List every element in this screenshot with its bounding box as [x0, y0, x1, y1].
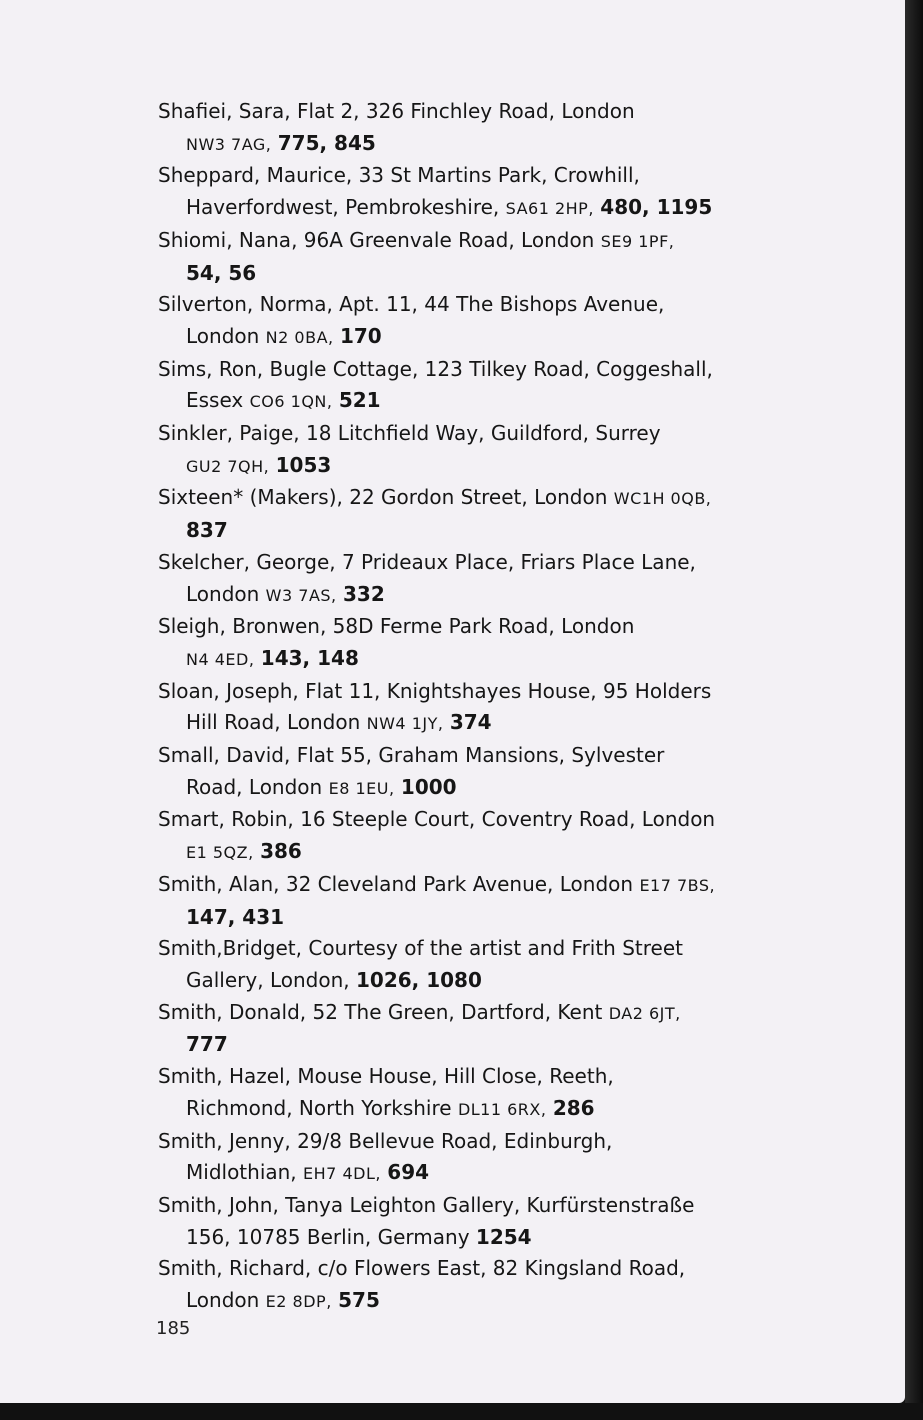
postcode: DA2 6JT, [608, 1003, 681, 1023]
entry-name: Smith, Hazel, Mouse House, Hill Close, Reeth, [158, 1064, 614, 1089]
entry-name: Smart, Robin, 16 Steeple Court, Coventry Road, London [158, 807, 716, 832]
index-entry [158, 869, 798, 933]
page-refs: 386 [260, 839, 302, 864]
postcode: CO6 1QN, [249, 392, 333, 412]
index-entry: Sims, Ron, Bugle Cottage, 123 Tilkey Road, Coggeshall, Essex CO6 1QN, 521 [158, 354, 798, 418]
entry-name: Smith, Alan, 32 Cleveland Park Avenue, London [158, 871, 640, 896]
index-entry: Silverton, Norma, Apt. 11, 44 The Bishops Avenue, London N2 0BA, 170 [158, 289, 798, 353]
page-refs: 170 [339, 323, 382, 348]
postcode: SE9 1PF, [600, 231, 675, 251]
page-number: 185 [156, 1318, 191, 1339]
postcode: EH7 4DL, [303, 1164, 381, 1184]
postcode: GU2 7QH, [186, 456, 270, 476]
entry-name: Smith, John, Tanya Leighton Gallery, Kurfürstenstraße [158, 1192, 695, 1217]
postcode: N2 0BA, [265, 327, 334, 347]
entry-name: Smith, Donald, 52 The Green, Dartford, Kent [158, 999, 609, 1024]
entry-name: Skelcher, George, 7 Prideaux Place, Friars Place Lane, [158, 549, 696, 574]
index-entry [158, 482, 798, 546]
page-refs: 286 [552, 1095, 595, 1120]
index-entry: Small, David, Flat 55, Graham Mansions, Sylvester Road, London E8 1EU, 1000 [158, 740, 798, 804]
entry-name: Sixteen* (Makers), 22 Gordon Street, London [158, 485, 614, 510]
entry-name: Sloan, Joseph, Flat 11, Knightshayes House, 95 Holders [158, 678, 712, 703]
page-refs: 575 [338, 1288, 380, 1313]
page-refs: 332 [342, 581, 385, 606]
page-refs: 837 [186, 518, 228, 543]
index-entry [158, 997, 798, 1061]
page-refs: 777 [186, 1032, 228, 1057]
entry-name: Sleigh, Bronwen, 58D Ferme Park Road, London [158, 614, 635, 639]
postcode: E8 1EU, [328, 778, 395, 798]
entry-name: Silverton, Norma, Apt. 11, 44 The Bishops Avenue, [158, 292, 665, 317]
page-refs: 480, 1195 [600, 195, 713, 220]
index-entry: Smith, John, Tanya Leighton Gallery, Kurfürstenstraße 156, 10785 Berlin, Germany 1254 [158, 1190, 798, 1253]
address-index [158, 96, 798, 1318]
postcode: NW4 1JY, [366, 714, 444, 734]
page-refs: 521 [338, 388, 381, 413]
index-entry: Smith, Richard, c/o Flowers East, 82 Kingsland Road, London E2 8DP, 575 [158, 1253, 798, 1317]
entry-name: Sheppard, Maurice, 33 St Martins Park, Crowhill, [158, 163, 640, 188]
entry-name: Small, David, Flat 55, Graham Mansions, Sylvester [158, 743, 665, 768]
index-entry [158, 96, 798, 160]
page-bottom-edge [0, 1403, 923, 1420]
postcode: W3 7AS, [265, 585, 337, 605]
postcode: N4 4ED, [186, 649, 255, 669]
index-entry: Smith, Hazel, Mouse House, Hill Close, Reeth, Richmond, North Yorkshire DL11 6RX, 286 [158, 1061, 798, 1125]
postcode: E1 5QZ, [186, 843, 254, 863]
page-refs: 1254 [475, 1224, 532, 1249]
index-entry [158, 611, 798, 675]
index-entry [158, 804, 798, 868]
postcode: E2 8DP, [265, 1292, 332, 1312]
page-refs: 54, 56 [186, 260, 257, 285]
page-refs: 143, 148 [260, 645, 359, 670]
postcode: NW3 7AG, [186, 134, 272, 154]
page-refs: 1000 [400, 774, 457, 799]
page-refs: 1026, 1080 [355, 967, 482, 992]
entry-name: Smith, Richard, c/o Flowers East, 82 Kingsland Road, [158, 1256, 686, 1281]
page-edge [905, 0, 923, 1420]
index-entry [158, 418, 798, 482]
page-refs: 147, 431 [186, 904, 285, 929]
postcode: E17 7BS, [639, 875, 716, 895]
page-refs: 694 [387, 1160, 430, 1185]
entry-name: Sims, Ron, Bugle Cottage, 123 Tilkey Road, Coggeshall, [158, 356, 713, 381]
index-entry [158, 225, 798, 289]
entry-name: Smith, Jenny, 29/8 Bellevue Road, Edinburgh, [158, 1128, 613, 1153]
index-entry: Smith,Bridget, Courtesy of the artist and Frith Street Gallery, London, 1026, 1080 [158, 933, 798, 996]
page-refs: 1053 [275, 452, 332, 477]
entry-name: Shafiei, Sara, Flat 2, 326 Finchley Road, London [158, 99, 635, 123]
page-refs: 775, 845 [277, 130, 376, 155]
postcode: WC1H 0QB, [613, 489, 712, 509]
postcode: SA61 2HP, [505, 199, 594, 219]
entry-name: Shiomi, Nana, 96A Greenvale Road, London [158, 227, 601, 252]
entry-name: Sinkler, Paige, 18 Litchfield Way, Guildford, Surrey [158, 421, 661, 446]
index-entry: Sloan, Joseph, Flat 11, Knightshayes House, 95 Holders Hill Road, London NW4 1JY, 374 [158, 676, 798, 740]
index-entry: Skelcher, George, 7 Prideaux Place, Friars Place Lane, London W3 7AS, 332 [158, 547, 798, 611]
postcode: DL11 6RX, [457, 1099, 547, 1119]
page-refs: 374 [449, 710, 492, 735]
index-entry: Smith, Jenny, 29/8 Bellevue Road, Edinburgh, Midlothian, EH7 4DL, 694 [158, 1126, 798, 1190]
entry-name: Smith,Bridget, Courtesy of the artist and Frith Street [158, 936, 683, 961]
index-entry: Sheppard, Maurice, 33 St Martins Park, Crowhill, Haverfordwest, Pembrokeshire, SA61 2HP, 480, 1195 [158, 160, 798, 224]
